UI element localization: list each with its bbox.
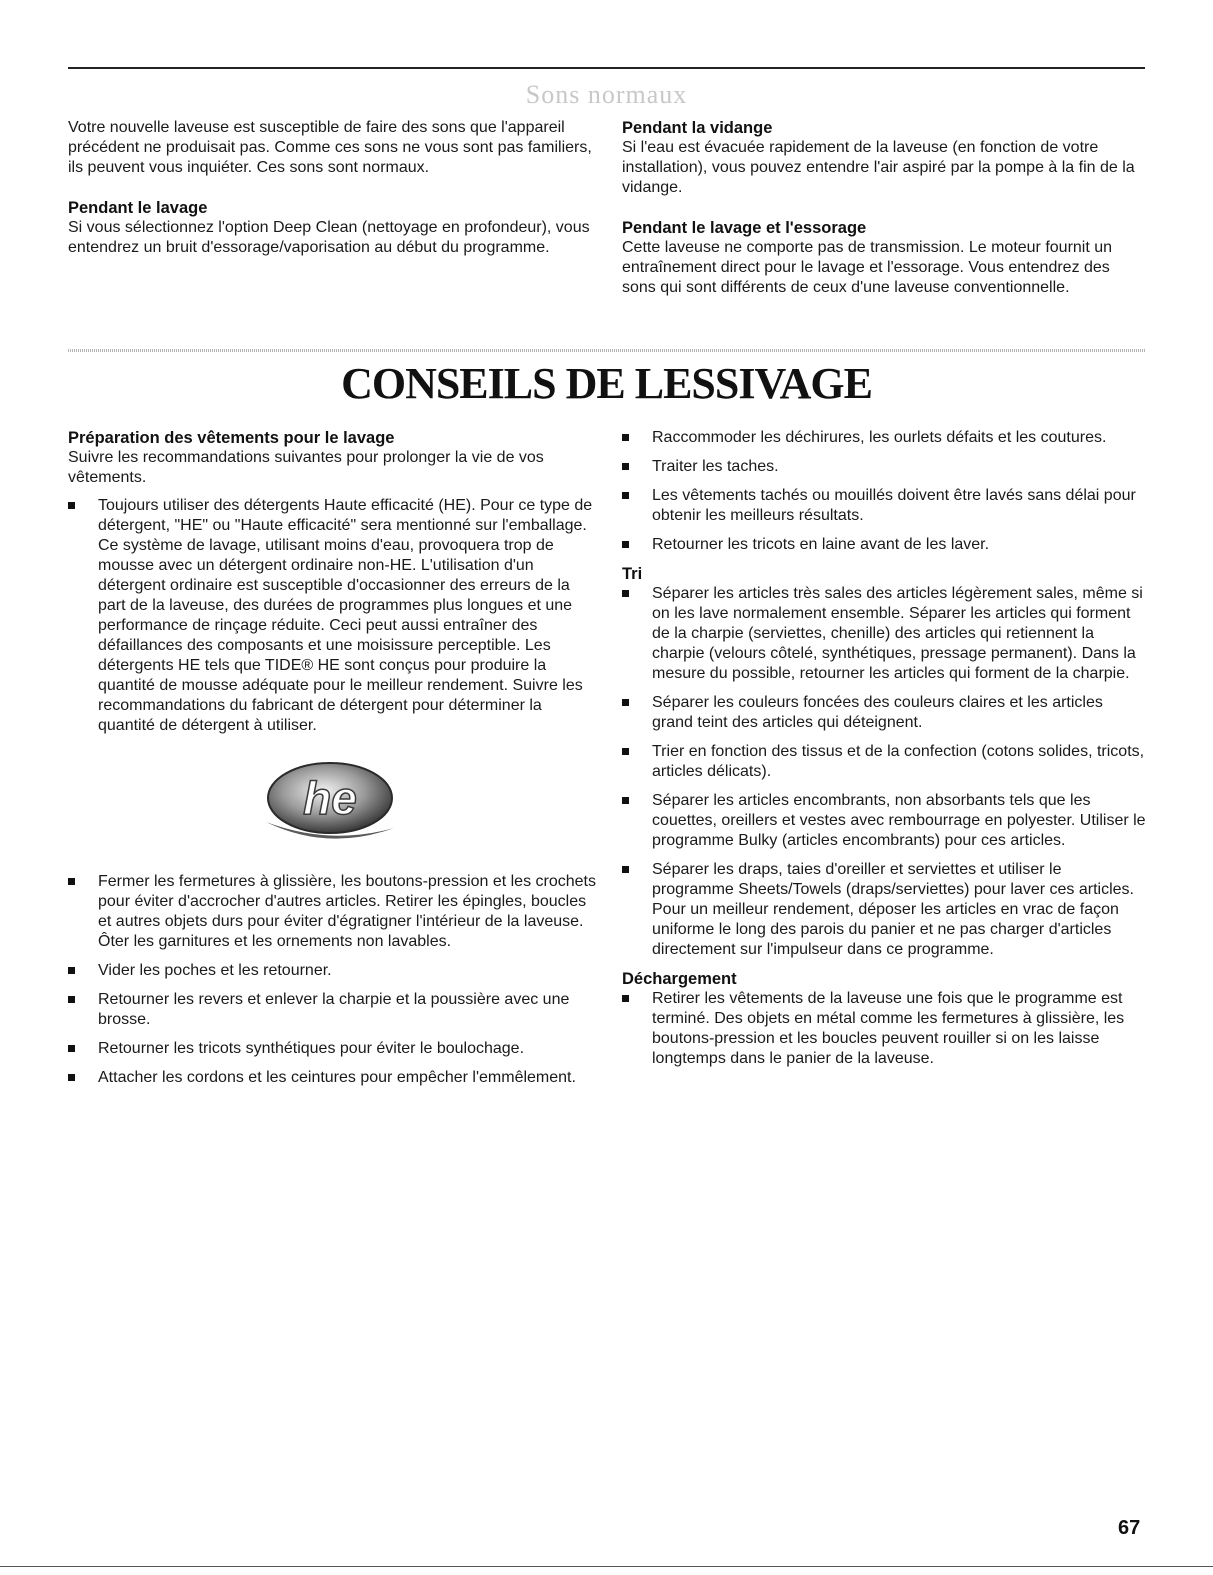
list-item: [622, 742, 1147, 782]
list-item: [622, 486, 1147, 526]
list-item-text: Retourner les tricots en laine avant de les laver.: [652, 536, 990, 553]
wash-heading: Pendant le lavage: [68, 199, 208, 217]
list-item: [68, 961, 598, 981]
list-item: [68, 1068, 598, 1088]
sort-heading: Tri: [622, 565, 643, 583]
prep-heading: Préparation des vêtements pour le lavage: [68, 429, 395, 447]
prep-list-right: [622, 428, 1147, 555]
he-logo: [258, 756, 408, 852]
top-rule: [68, 67, 1145, 69]
list-item: [622, 791, 1147, 851]
sounds-right-column: [622, 118, 1147, 318]
bullet-square: [68, 878, 75, 885]
list-item-text: Fermer les fermetures à glissière, les boutons-pression et les crochets pour éviter d'accrocher d'autres articles. Retirer les épingles, boucles et autres objets durs pour éviter d'égratigner l'intérieur de la laveuse. Ôter les garnitures et les ornements non lavables.: [98, 873, 596, 950]
list-item-text: Vider les poches et les retourner.: [98, 962, 332, 979]
section-title-sounds: Sons normaux: [525, 80, 688, 109]
he-logo-text: he: [303, 772, 357, 824]
bullet-square: [622, 748, 629, 755]
bottom-rule: [0, 1566, 1213, 1567]
sort-list: [622, 584, 1147, 960]
prep-intro: Suivre les recommandations suivantes pour prolonger la vie de vos vêtements.: [68, 449, 544, 486]
drain-text: Si l'eau est évacuée rapidement de la laveuse (en fonction de votre installation), vous pouvez entendre l'air aspiré par la pompe à la fin de la vidange.: [622, 139, 1135, 196]
list-item: [68, 496, 598, 736]
list-item-text: Retirer les vêtements de la laveuse une fois que le programme est terminé. Des objets en métal comme les fermetures à glissière, les boutons-pression et les boucles peuvent rouiller si on les laisse longtemps dans le panier de la laveuse.: [652, 990, 1125, 1067]
list-item-text: Séparer les articles très sales des articles légèrement sales, même si on les lave normalement ensemble. Séparer les articles qui forment de la charpie (serviettes, chenille) des articles qui retiennent la charpie (velours côtelé, synthétiques, pressage permanent). Dans la mesure du possible, retourner les articles qui forment de la charpie.: [652, 585, 1143, 682]
list-item: [622, 428, 1147, 448]
list-item-text: Les vêtements tachés ou mouillés doivent être lavés sans délai pour obtenir les meilleurs résultats.: [652, 487, 1136, 524]
list-item-text: Attacher les cordons et les ceintures pour empêcher l'emmêlement.: [98, 1069, 576, 1086]
list-item: [622, 693, 1147, 733]
sounds-left-column: [68, 118, 598, 278]
list-item: [622, 989, 1147, 1069]
spin-text: Cette laveuse ne comporte pas de transmission. Le moteur fournit un entraînement direct pour le lavage et l'essorage. Vous entendrez des sons qui sont différents de ceux d'une laveuse conventionnelle.: [622, 239, 1113, 296]
list-item: [622, 457, 1147, 477]
bullet-square: [622, 699, 629, 706]
list-item-text: Séparer les draps, taies d'oreiller et serviettes et utiliser le programme Sheets/Towels (draps/serviettes) pour laver ces articles. Pour un meilleur rendement, déposer les articles en vrac de façon uniforme le long des parois du panier et ne pas charger d'articles directement sur l'impulseur dans ce programme.: [652, 861, 1134, 958]
bullet-square: [622, 541, 629, 548]
list-item-text: Traiter les taches.: [652, 458, 779, 475]
bullet-square: [68, 502, 75, 509]
bullet-square: [622, 866, 629, 873]
bullet-square: [68, 1045, 75, 1052]
list-item: [68, 990, 598, 1030]
tips-right-column: [622, 428, 1147, 1078]
bullet-square: [622, 463, 629, 470]
dotted-divider: [68, 349, 1145, 352]
list-item-text: Toujours utiliser des détergents Haute efficacité (HE). Pour ce type de détergent, "HE" ou "Haute efficacité" sera mentionné sur l'emballage. Ce système de lavage, utilisant moins d'eau, provoquera trop de mousse avec un détergent ordinaire non-HE. L'utilisation d'un détergent ordinaire est susceptible d'occasionner des erreurs de la part de la laveuse, des durées de programmes plus longues et une performance de rinçage réduite. Ceci peut aussi entraîner des défaillances des composants et une moisissure perceptible. Les détergents HE tels que TIDE® HE sont conçus pour produire la quantité de mousse adéquate pour le meilleur rendement. Suivre les recommandations du fabricant de détergent pour déterminer la quantité de détergent à utiliser.: [98, 497, 593, 734]
list-item-text: Raccommoder les déchirures, les ourlets défaits et les coutures.: [652, 429, 1107, 446]
list-item: [622, 860, 1147, 960]
list-item: [622, 535, 1147, 555]
tips-left-column: [68, 428, 598, 1097]
drain-heading: Pendant la vidange: [622, 119, 773, 137]
list-item-text: Retourner les tricots synthétiques pour éviter le boulochage.: [98, 1040, 525, 1057]
unload-list: [622, 989, 1147, 1069]
section-title-tips: CONSEILS DE LESSIVAGE: [341, 359, 872, 408]
bullet-square: [622, 590, 629, 597]
list-item: [68, 872, 598, 952]
prep-list-he: [68, 496, 598, 736]
unload-heading: Déchargement: [622, 970, 737, 988]
bullet-square: [622, 492, 629, 499]
list-item-text: Séparer les articles encombrants, non absorbants tels que les couettes, oreillers et vestes avec rembourrage en polyester. Utiliser le programme Bulky (articles encombrants) pour ces articles.: [652, 792, 1146, 849]
list-item-text: Retourner les revers et enlever la charpie et la poussière avec une brosse.: [98, 991, 570, 1028]
list-item-text: Trier en fonction des tissus et de la confection (cotons solides, tricots, articles délicats).: [652, 743, 1145, 780]
list-item: [622, 584, 1147, 684]
bullet-square: [622, 797, 629, 804]
spin-heading: Pendant le lavage et l'essorage: [622, 219, 867, 237]
bullet-square: [68, 996, 75, 1003]
bullet-square: [622, 434, 629, 441]
list-item: [68, 1039, 598, 1059]
bullet-square: [68, 967, 75, 974]
wash-text: Si vous sélectionnez l'option Deep Clean (nettoyage en profondeur), vous entendrez un bruit d'essorage/vaporisation au début du programme.: [68, 219, 590, 256]
bullet-square: [68, 1074, 75, 1081]
bullet-square: [622, 995, 629, 1002]
sounds-intro: Votre nouvelle laveuse est susceptible de faire des sons que l'appareil précédent ne produisait pas. Comme ces sons ne vous sont pas familiers, ils peuvent vous inquiéter. Ces sons sont normaux.: [68, 119, 592, 176]
list-item-text: Séparer les couleurs foncées des couleurs claires et les articles grand teint des articles qui déteignent.: [652, 694, 1103, 731]
page-number: 67: [1118, 1517, 1141, 1539]
prep-list-after: [68, 872, 598, 1088]
